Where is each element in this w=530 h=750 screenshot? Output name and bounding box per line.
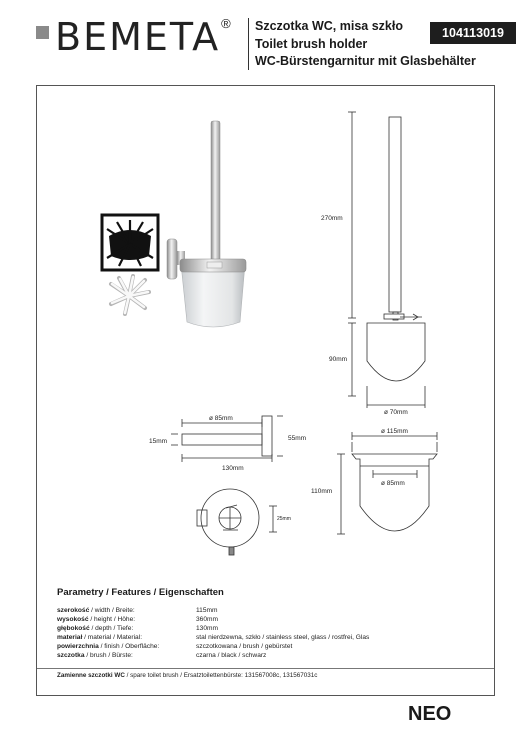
spare-divider bbox=[37, 668, 494, 669]
param-label-pl: wysokość bbox=[57, 616, 89, 623]
product-series: NEO bbox=[408, 703, 452, 725]
registered-mark: ® bbox=[221, 16, 231, 31]
dim-plate-left-height: 15mm bbox=[149, 438, 168, 445]
param-row bbox=[57, 643, 293, 650]
dim-bowl-height-front: 110mm bbox=[311, 488, 333, 495]
param-label-pl: szczotka bbox=[57, 652, 85, 659]
technical-drawing bbox=[37, 86, 494, 586]
param-label-rest: / finish / Oberfläche: bbox=[98, 643, 160, 650]
title-german: WC-Bürstengarnitur mit Glasbehälter bbox=[255, 54, 476, 68]
dim-plate-right-height: 55mm bbox=[288, 435, 307, 442]
param-label-rest: / depth / Tiefe: bbox=[89, 625, 134, 632]
param-label-pl: głębokość bbox=[57, 625, 90, 632]
params-title: Parametry / Features / Eigenschaften bbox=[57, 587, 224, 598]
dim-total-height: 270mm bbox=[321, 215, 343, 222]
param-row bbox=[57, 652, 267, 659]
brand-name: BEMETA bbox=[55, 15, 221, 59]
title-english: Toilet brush holder bbox=[255, 36, 368, 51]
param-value: 115mm bbox=[196, 607, 218, 614]
param-row bbox=[57, 634, 370, 641]
side-view-drawing bbox=[348, 112, 425, 408]
title-polish: Szczotka WC, misa szkło bbox=[255, 19, 403, 33]
logo-square-icon bbox=[36, 26, 49, 39]
spare-brush-note bbox=[57, 672, 317, 679]
param-row bbox=[57, 616, 218, 623]
white-brush-head-image bbox=[111, 276, 149, 314]
param-value: 130mm bbox=[196, 625, 218, 632]
param-label-pl: szerokość bbox=[57, 607, 90, 614]
param-row bbox=[57, 607, 218, 614]
wall-plate-front-view bbox=[197, 489, 277, 555]
param-value: 360mm bbox=[196, 616, 218, 623]
dim-screw-spacing: 25mm bbox=[277, 516, 291, 522]
brand-logo bbox=[36, 14, 231, 60]
spec-sheet-frame bbox=[36, 85, 495, 696]
param-value: szczotkowana / brush / gebürstet bbox=[196, 643, 293, 650]
header-divider bbox=[248, 18, 249, 70]
dim-bowl-height-side: 90mm bbox=[329, 356, 348, 363]
param-label-rest: / material / Material: bbox=[82, 634, 143, 641]
dim-depth: 130mm bbox=[222, 465, 244, 472]
top-view-drawing bbox=[171, 416, 283, 462]
dim-bowl-width-side: ø 70mm bbox=[384, 409, 408, 416]
param-label-rest: / height / Höhe: bbox=[88, 616, 136, 623]
param-label-pl: powierzchnia bbox=[57, 643, 99, 650]
param-row bbox=[57, 625, 218, 632]
param-value: stal nierdzewna, szkło / stainless steel, glass / rostfrei, Glas bbox=[196, 634, 370, 641]
dim-bowl-outer-diameter: ø 115mm bbox=[381, 428, 408, 435]
black-brush-head-image bbox=[102, 215, 158, 270]
dim-plate-diameter: ø 85mm bbox=[209, 415, 233, 422]
product-code-badge: 104113019 bbox=[430, 22, 516, 44]
product-photo bbox=[167, 121, 246, 327]
param-label-pl: materiał bbox=[57, 634, 83, 641]
spare-label-rest: / spare toilet brush / Ersatztoilettenbürste: 131567008c, 131567031c bbox=[124, 672, 318, 679]
param-value: czarna / black / schwarz bbox=[196, 652, 267, 659]
param-label-rest: / width / Breite: bbox=[89, 607, 135, 614]
dim-bowl-inner-diameter: ø 85mm bbox=[381, 480, 405, 487]
spare-label-pl: Zamienne szczotki WC bbox=[57, 672, 125, 679]
param-label-rest: / brush / Bürste: bbox=[84, 652, 133, 659]
